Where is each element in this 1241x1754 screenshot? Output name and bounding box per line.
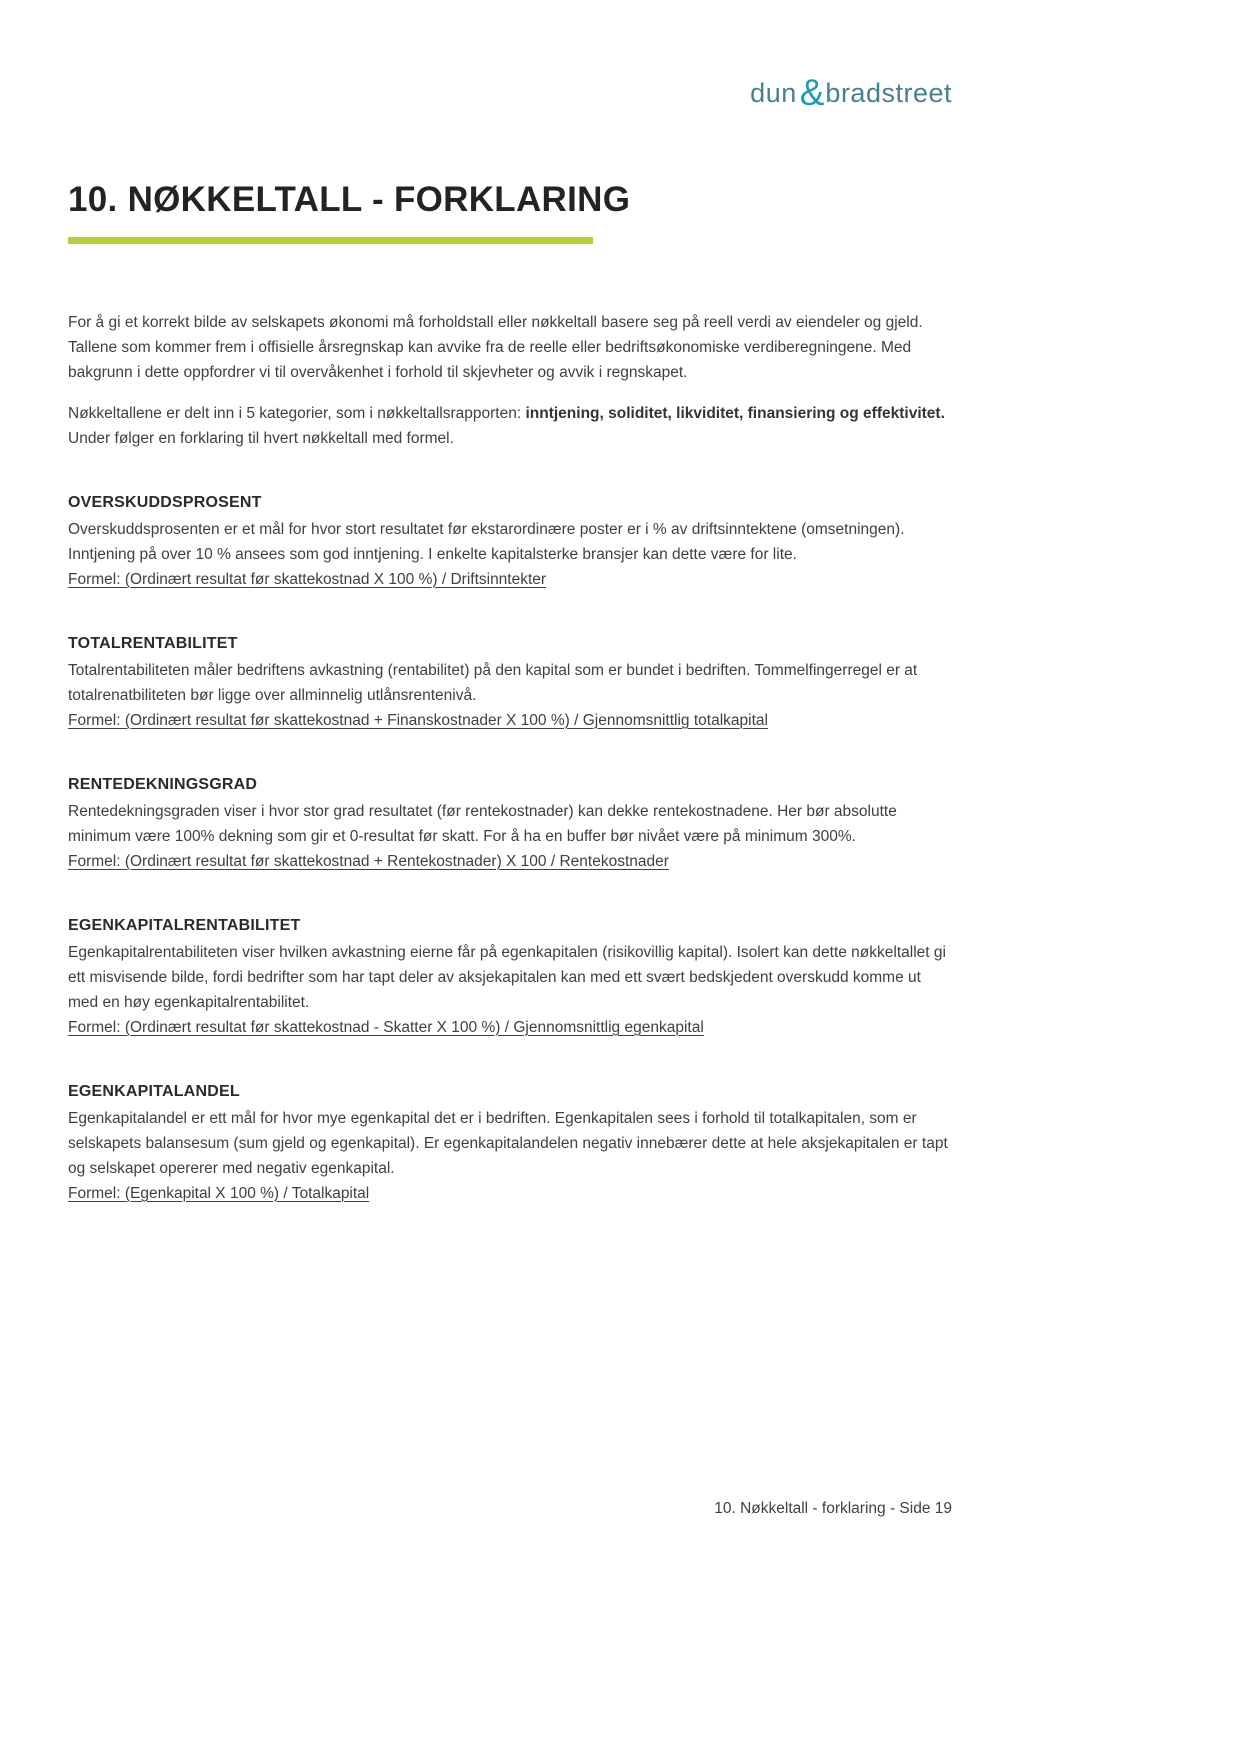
section-overskuddsprosent bbox=[68, 494, 952, 592]
dun-and-bradstreet-logo bbox=[68, 74, 952, 111]
intro-paragraph-2-suffix: Under følger en forklaring til hvert nøkkeltall med formel. bbox=[68, 429, 454, 447]
section-formula: Formel: (Ordinært resultat før skattekostnad X 100 %) / Driftsinntekter bbox=[68, 570, 547, 588]
intro-paragraph-1: For å gi et korrekt bilde av selskapets økonomi må forholdstall eller nøkkeltall basere seg på reell verdi av eiendeler og gjeld. Tallene som kommer frem i offisielle årsregnskap kan avvike fra de reelle eller bedriftsøkonomiske verdiberegningene. Med bakgrunn i dette oppfordrer vi til overvåkenhet i forhold til skjevheter og avvik i regnskapet. bbox=[68, 313, 923, 381]
section-body: Totalrentabiliteten måler bedriftens avkastning (rentabilitet) på den kapital som er bundet i bedriften. Tommelfingerregel er at totalrenatbiliteten bør ligge over allminnelig utlånsrentenivå. bbox=[68, 661, 918, 704]
section-egenkapitalrentabilitet bbox=[68, 917, 952, 1040]
logo-ampersand-icon: & bbox=[799, 72, 825, 113]
intro-paragraph-2-prefix: Nøkkeltallene er delt inn i 5 kategorier, som i nøkkeltallsrapporten: bbox=[68, 404, 526, 422]
section-body: Egenkapitalandel er ett mål for hvor mye egenkapital det er i bedriften. Egenkapitalen sees i forhold til totalkapitalen, som er selskapets balansesum (sum gjeld og egenkapital). Er egenkapitalandelen negativ innebærer dette at hele aksjekapitalen er tapt og selskapet opererer med negativ egenkapital. bbox=[68, 1109, 948, 1177]
intro-paragraph-2-categories: inntjening, soliditet, likviditet, finansiering og effektivitet. bbox=[525, 404, 945, 422]
section-rentedekningsgrad bbox=[68, 776, 952, 874]
section-heading: EGENKAPITALRENTABILITET bbox=[68, 916, 301, 934]
section-heading: TOTALRENTABILITET bbox=[68, 634, 238, 652]
section-body: Egenkapitalrentabiliteten viser hvilken avkastning eierne får på egenkapitalen (risikovillig kapital). Isolert kan dette nøkkeltallet gi ett misvisende bilde, fordi bedrifter som har tapt deler av aksjekapitalen kan med ett svært bedskjedent overskudd komme ut med en høy egenkapitalrentabilitet. bbox=[68, 943, 946, 1011]
section-egenkapitalandel bbox=[68, 1083, 952, 1206]
section-formula: Formel: (Egenkapital X 100 %) / Totalkapital bbox=[68, 1184, 370, 1202]
section-heading: EGENKAPITALANDEL bbox=[68, 1082, 240, 1100]
logo-text-dun: dun bbox=[750, 78, 797, 108]
logo-text-bradstreet: bradstreet bbox=[825, 78, 952, 108]
intro-paragraph-2 bbox=[68, 401, 952, 451]
section-body: Overskuddsprosenten er et mål for hvor stort resultatet før ekstarordinære poster er i % av driftsinntektene (omsetningen). Inntjening på over 10 % ansees som god inntjening. I enkelte kapitalsterke bransjer kan dette være for lite. bbox=[68, 520, 905, 563]
page-footer: 10. Nøkkeltall - forklaring - Side 19 bbox=[714, 1500, 952, 1517]
page-title: 10. NØKKELTALL - FORKLARING bbox=[68, 180, 631, 219]
title-accent-bar bbox=[68, 237, 593, 244]
content-column bbox=[68, 0, 952, 1206]
section-formula: Formel: (Ordinært resultat før skattekostnad + Finanskostnader X 100 %) / Gjennomsnittlig totalkapital bbox=[68, 711, 768, 729]
section-formula: Formel: (Ordinært resultat før skattekostnad - Skatter X 100 %) / Gjennomsnittlig egenkapital bbox=[68, 1018, 704, 1036]
section-body: Rentedekningsgraden viser i hvor stor grad resultatet (før rentekostnader) kan dekke rentekostnadene. Her bør absolutte minimum være 100% dekning som gir et 0-resultat før skatt. For å ha en buffer bør nivået være på minimum 300%. bbox=[68, 802, 897, 845]
section-formula: Formel: (Ordinært resultat før skattekostnad + Rentekostnader) X 100 / Rentekostnader bbox=[68, 852, 669, 870]
section-heading: OVERSKUDDSPROSENT bbox=[68, 493, 262, 511]
section-heading: RENTEDEKNINGSGRAD bbox=[68, 775, 258, 793]
section-totalrentabilitet bbox=[68, 635, 952, 733]
